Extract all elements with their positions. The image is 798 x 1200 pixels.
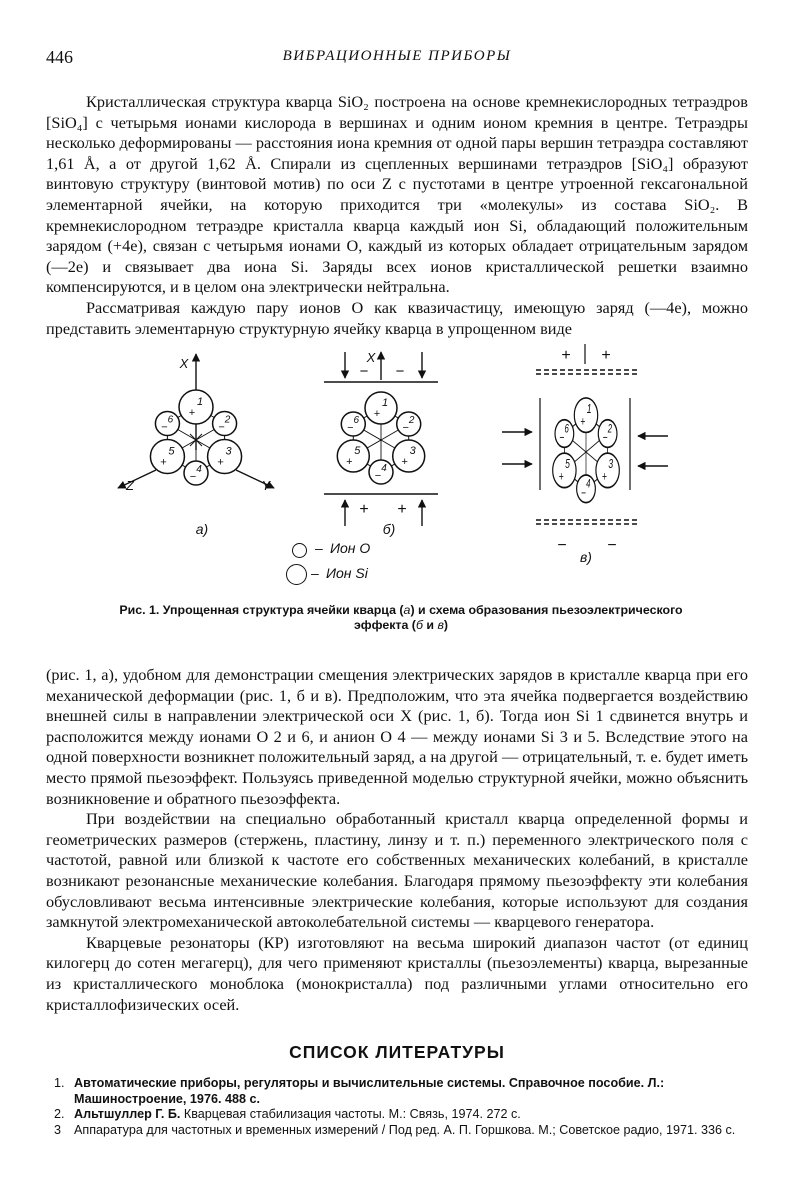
reference-number: 1. [54, 1076, 65, 1090]
ion-number: 1 [196, 396, 204, 408]
reference-item [54, 1107, 746, 1123]
diagram-c [502, 344, 668, 565]
surface-charge: + [359, 501, 369, 518]
paragraph: Кристаллическая структура кварца SiO₂ построена на основе кремнекислородных тетраэдров [SiO₄] с четырьмя ионами кислорода в вершинах и одним ионом кремния в центре. Тетраэдры несколько деформированы — расстояния иона кремния от одной пары вершин тетраэдра составляют 1,61 Å, а от другой 1,62 Å. Спирали из сцепленных вершинами тетраэдров [SiO₄] образуют винтовую структуру (винтовой мотив) по оси Z с пустотами в центре утроенной гексагональной элементарной ячейки, на которую приходится три «молекулы» из состава SiO₂. В кремнекислородном тетраэдре кристалла кварца каждый ион Si, обладающий положительным зарядом (+4e), связан с четырьмя ионами O, каждый из которых обладает отрицательным зарядом (—2e) и связывает два иона Si. Заряды всех ионов кристаллической решетки взаимно компенсируются, и в целом она электрически нейтральна. [46, 92, 748, 297]
reference-number: 2. [54, 1107, 65, 1122]
legend-dash: – [315, 540, 323, 556]
diagram-b [324, 350, 438, 537]
ion-number: 5 [168, 445, 175, 458]
reference-number: 3 [54, 1122, 62, 1137]
ion-number: 6 [353, 415, 360, 426]
ion-number: 6 [564, 423, 569, 436]
surface-charge: + [561, 347, 571, 364]
references-title: СПИСОК ЛИТЕРАТУРЫ [289, 1042, 505, 1062]
paragraph: Кварцевые резонаторы (КР) изготовляют на весьма широкий диапазон частот (от единиц килогерц до сотен мегагерц), для чего применяют кристаллы (пьезоэлементы) кварца, вырезанные из кристаллического моноблока (монокристалла) под различными углами относительно его кристаллофизических осей. [46, 932, 748, 1014]
paragraph: (рис. 1, а), удобном для демонстрации смещения электрических зарядов в кристалле кварца при его механической деформации (рис. 1, б и в). Предположим, что эта ячейка подвергается воздействию внешней силы в направлении электрической оси X (рис. 1, б). Тогда ион Si 1 сдвинется внутрь и расположится между ионами O 2 и 6, и анион O 4 — между ионами Si 3 и 5. Вследствие этого на одной поверхности возникнет положительный заряд, а на другой — отрицательный, т. е. будет иметь место прямой пьезоэффект. Пользуясь приведенной моделью структурной ячейки, можно объяснить возникновение и обратного пьезоэффекта. [46, 665, 748, 808]
ion-charge-sign: − [347, 422, 354, 434]
reference-text: Автоматические приборы, регуляторы и вычислительные системы. Справочное пособие. Л.: Машиностроение, 1976. 488 с. [74, 1076, 665, 1106]
axis-z-line [118, 470, 156, 488]
reference-text: Кварцевая стабилизация частоты. М.: Связь, 1974. 272 с. [180, 1107, 521, 1122]
surface-charge: − [359, 363, 369, 380]
reference-item [54, 1123, 746, 1139]
ion-number: 3 [225, 445, 232, 458]
large-circle-icon [286, 564, 307, 585]
ion-charge-sign: + [346, 456, 353, 468]
reference-author: Альтшуллер Г. Б. [74, 1107, 181, 1122]
ion-charge-sign: − [374, 470, 382, 482]
ion-charge-sign: + [558, 470, 564, 485]
ion-number: 5 [565, 457, 570, 472]
caption-text: ) и схема образования пьезоэлектрического эффекта ( [353, 603, 683, 632]
paragraph: Рассматривая каждую пару ионов O как квазичастицу, имеющую заряд (—4e), можно представить элементарную структурную ячейку кварца в упрощенном виде [46, 297, 748, 338]
surface-charge: + [601, 347, 611, 364]
reference-item [54, 1076, 746, 1107]
surface-charge: − [607, 537, 617, 554]
caption-label: а [403, 603, 411, 617]
legend-dash: – [311, 565, 319, 581]
ion-charge-sign: + [580, 415, 586, 430]
figure-quartz-cell [46, 340, 748, 640]
body-text-top [46, 92, 748, 339]
page-number: 446 [46, 47, 73, 67]
surface-charge: − [395, 363, 405, 380]
caption-text: Рис. 1. Упрощенная структура ячейки кварца ( [119, 603, 404, 617]
ion-charge-sign: − [218, 421, 225, 434]
ion-charge-sign: + [373, 408, 381, 420]
sub-label-a: а) [195, 521, 209, 537]
legend-label: Ион Si [326, 565, 368, 581]
ion-charge-sign: − [189, 471, 197, 483]
ion-charge-sign: − [581, 486, 587, 501]
caption-text: ) [443, 618, 449, 632]
surface-charge: + [397, 501, 407, 518]
surface-charge: − [557, 537, 567, 554]
caption-label: в [437, 618, 444, 632]
running-title: ВИБРАЦИОННЫЕ ПРИБОРЫ [282, 48, 512, 64]
sub-label-c: в) [580, 549, 592, 565]
legend-label: Ион O [330, 540, 371, 556]
ion-number: 4 [381, 463, 387, 474]
ion-number: 1 [381, 397, 389, 409]
ion-charge-sign: + [401, 456, 408, 468]
diagram-a [118, 354, 274, 537]
ion-charge-sign: + [601, 470, 608, 485]
axis-x-label: X [179, 356, 189, 371]
sub-label-b: б) [382, 521, 396, 537]
figure-caption [106, 603, 696, 633]
ion-charge-sign: − [402, 422, 409, 434]
ion-charge-sign: − [559, 431, 565, 446]
ion-number: 3 [409, 445, 416, 457]
deformed-cell [553, 398, 620, 503]
ion-number: 4 [586, 478, 591, 492]
ion-charge-sign: + [188, 407, 196, 419]
caption-text: и [422, 618, 438, 632]
references-list [54, 1076, 746, 1138]
ion-charge-sign: − [602, 431, 608, 446]
axis-x-label: X [366, 350, 376, 365]
ion-number: 5 [354, 445, 361, 457]
ion-number: 3 [608, 457, 614, 472]
axis-z-label: Z [126, 478, 134, 493]
axis-y-label: Y [261, 478, 271, 493]
ion-number: 2 [607, 423, 613, 436]
ion-number: 2 [408, 415, 415, 426]
ion-number: 6 [167, 414, 174, 426]
ion-charge-sign: + [160, 456, 167, 469]
ion-charge-sign: + [217, 456, 224, 469]
figure-legend [286, 540, 466, 590]
ion-charge-sign: − [161, 421, 168, 434]
page-header [46, 47, 748, 69]
ion-number: 2 [224, 414, 231, 426]
body-text-bottom [46, 665, 748, 1015]
caption-label: б [415, 618, 423, 632]
paragraph: При воздействии на специально обработанный кристалл кварца определенной формы и геометрических размеров (стержень, пластину, линзу и т. п.) переменного электрического поля с частотой, равной или близкой к частоте его собственных механических колебаний, в кристалле возникают резонансные механические колебания. Благодаря прямому пьезоэффекту эти колебания обусловливают весьма интенсивные электрические колебания, которые используют для создания замкнутой электромеханической автоколебательной системы — кварцевого генератора. [46, 809, 748, 932]
ion-number: 4 [196, 464, 202, 475]
reference-text: Аппаратура для частотных и временных измерений / Под ред. А. П. Горшкова. М.; Советское радио, 1971. 336 с. [74, 1122, 736, 1137]
ion-number: 1 [586, 402, 592, 417]
small-circle-icon [292, 543, 307, 558]
